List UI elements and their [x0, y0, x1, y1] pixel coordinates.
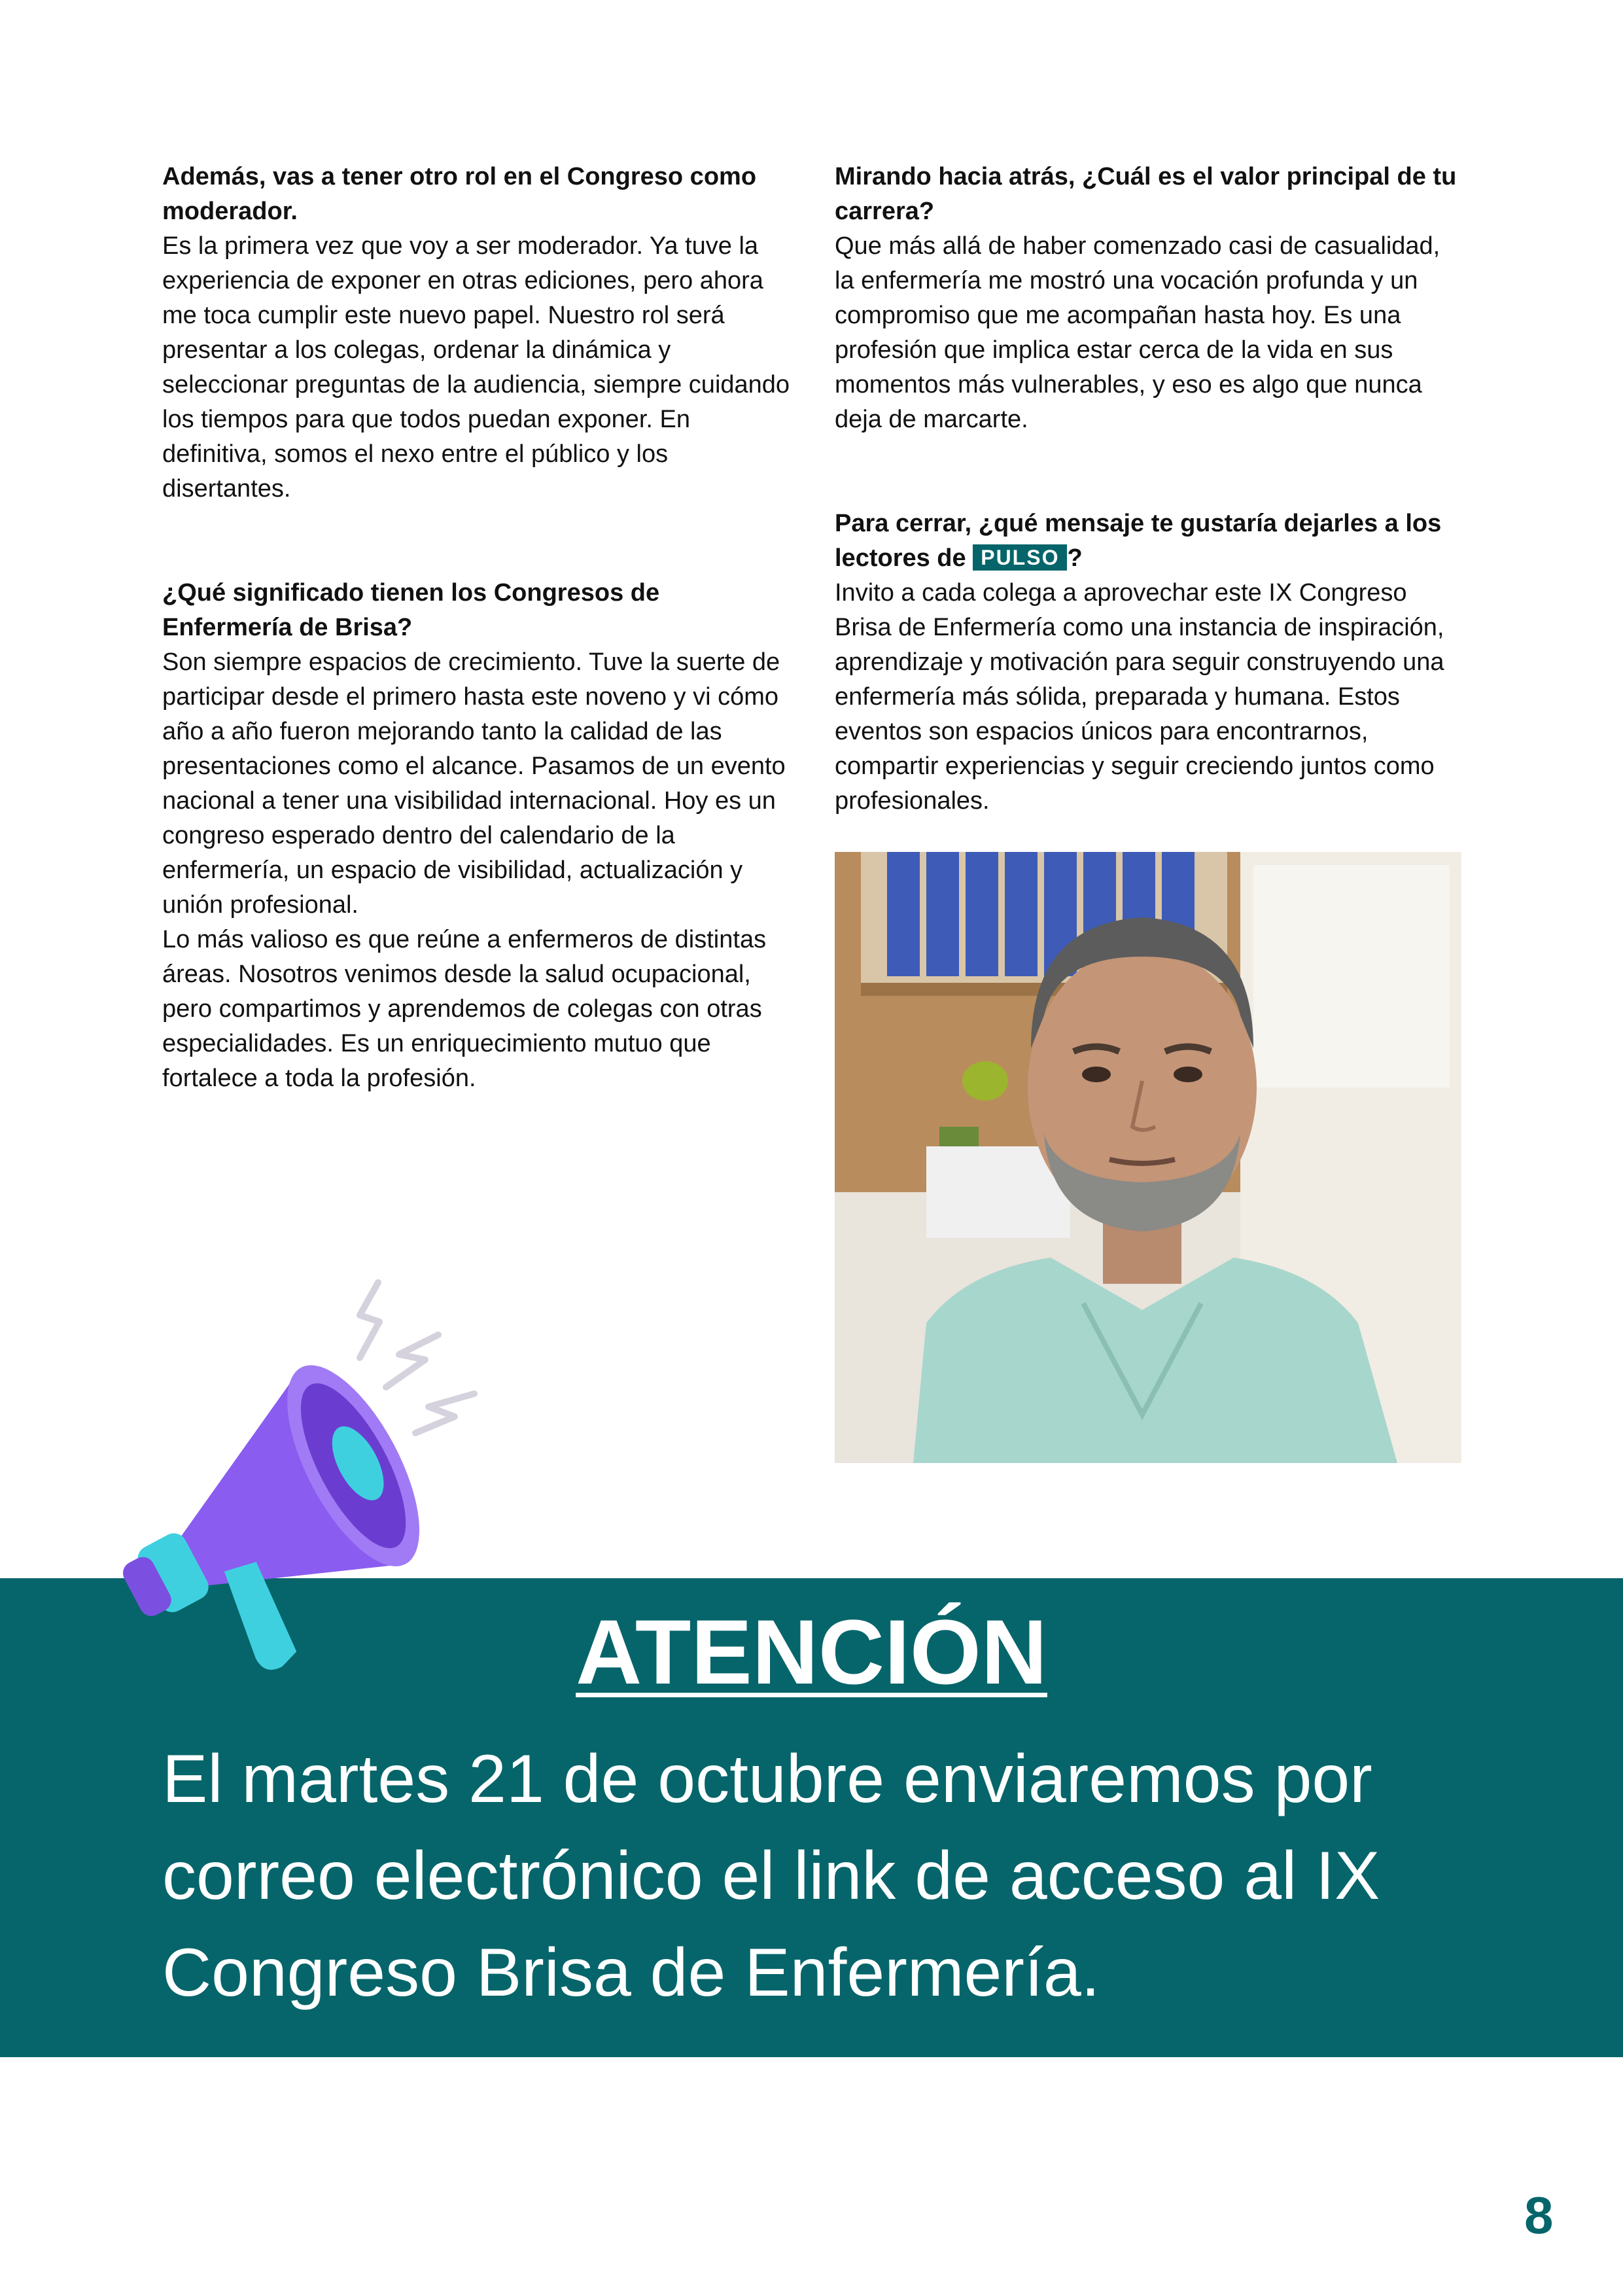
answer-congress-meaning-2: Lo más valioso es que reúne a enfermeros de distintas áreas. Nosotros venimos desde la salud ocupacional, pero compartimos y aprendemos de colegas con otras especialidades. Es un enriquecimiento mutuo que fortalece a toda la profesión. — [162, 926, 767, 1092]
answer-moderator: Es la primera vez que voy a ser moderador. Ya tuve la experiencia de exponer en otras ediciones, pero ahora me toca cumplir este nuevo papel. Nuestro rol será presentar a los colegas, ordenar la dinámica y seleccionar preguntas de la audiencia, siempre cuidando los tiempos para que todos puedan exponer. En definitiva, somos el nexo entre el público y los disertantes. — [162, 232, 790, 503]
attention-title: ATENCIÓN — [576, 1600, 1047, 1703]
portrait-illustration — [835, 852, 1461, 1463]
pulso-tag: PULSO — [973, 544, 1067, 571]
answer-career-value: Que más allá de haber comenzado casi de casualidad, la enfermería me mostró una vocación profunda y un compromiso que me acompañan hasta hoy. Es una profesión que implica estar cerca de la vida en sus momentos más vulnerables, y eso es algo que nunca deja de marcarte. — [835, 232, 1440, 433]
right-column — [835, 160, 1463, 819]
left-column — [162, 160, 790, 1096]
attention-message: El martes 21 de octubre enviaremos por correo electrónico el link de acceso al IX Congreso Brisa de Enfermería. — [162, 1741, 1380, 2011]
answer-congress-meaning: Son siempre espacios de crecimiento. Tuve la suerte de participar desde el primero hasta este noveno y vi cómo año a año fueron mejorando tanto la calidad de las presentaciones como el alcance. Pasamos de un evento nacional a tener una visibilidad internacional. Hoy es un congreso esperado dentro del calendario de la enfermería, un espacio de visibilidad, actualización y unión profesional. — [162, 648, 786, 919]
answer-closing-message: Invito a cada colega a aprovechar este IX Congreso Brisa de Enfermería como una instancia de inspiración, aprendizaje y motivación para seguir construyendo una enfermería más sólida, preparada y humana. Estos eventos son espacios únicos para encontrarnos, compartir experiencias y seguir creciendo juntos como profesionales. — [835, 579, 1444, 815]
question-congress-meaning: ¿Qué significado tienen los Congresos de Enfermería de Brisa? — [162, 579, 660, 641]
question-closing-message: Para cerrar, ¿qué mensaje te gustaría dejarles a los lectores de PULSO ? — [835, 510, 1442, 572]
question-moderator: Además, vas a tener otro rol en el Congreso como moderador. — [162, 163, 757, 225]
question-career-value: Mirando hacia atrás, ¿Cuál es el valor principal de tu carrera? — [835, 163, 1457, 225]
page-number: 8 — [1524, 2186, 1554, 2244]
interviewee-photo — [835, 852, 1461, 1463]
megaphone-icon — [72, 1276, 491, 1708]
